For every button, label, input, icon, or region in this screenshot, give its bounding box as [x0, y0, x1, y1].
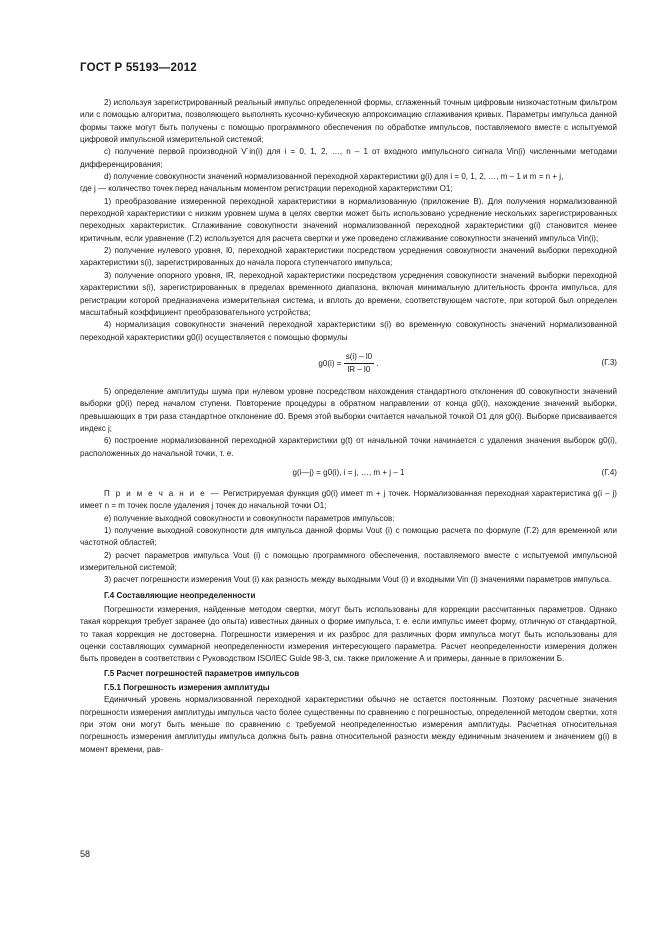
paragraph: 2) расчет параметров импульса Vout (i) с помощью программного обеспечения, поставляемого вместе с испытуемой импульсной измерительной системой; — [80, 550, 617, 572]
paragraph: с) получение первой производной V´in(i) для i = 0, 1, 2, …, n – 1 от входного импульсного сигнала Vin(i) численными методами дифференцирования; — [80, 147, 617, 169]
paragraph: 4) нормализация совокупности значений переходной характеристики s(i) во временную совокупность значений нормализованной переходной характеристики g0(i) осуществляется с помощью формулы — [80, 320, 617, 342]
formula-number: (Г.4) — [601, 467, 617, 477]
paragraph: где j — количество точек перед начальным моментом регистрации переходной характеристики O1; — [80, 184, 453, 194]
paragraph: 1) преобразование измеренной переходной характеристики в нормализованную (приложение В). Для получения нормализованной переходной характеристики с низким уровнем шума в целях свертки может быть использовано усреднение нескольких зарегистрированных переходных характеристик. Сглаживание совокупности значений нормализованной переходной характеристики g(i) становится менее критичным, если уравнение (Г.2) используется для расчета свертки и уже проведено сглаживание совокупности значений импульса Vin(i); — [80, 196, 617, 243]
paragraph: 2) используя зарегистрированный реальный импульс определенной формы, сглаженный точным цифровым низкочастотным фильтром или с помощью алгоритма, позволяющего выполнять кусочно-кубическую аппроксимацию сглаживания кривых. Параметры импульса данной формы также могут быть получены с помощью программного обеспечения по обработке импульсов, поставляемого вместе с испытуемой цифровой импульсной измерительной системой; — [80, 98, 617, 145]
document-header: ГОСТ Р 55193—2012 — [80, 62, 197, 74]
note-text: Регистрируемая функция g0(i) имеет m + j точек. Нормализованная переходная характеристика g(i – j) имеет n = m точек после удаления j точек до начальной точки O1; — [80, 488, 617, 511]
paragraph: Единичный уровень нормализованной переходной характеристики обычно не остается постоянным. Поэтому расчетные значения погрешности измерения амплитуды импульса часто более существенны по сравнению с погрешностью, определенной методом свертки, хотя при этом они могут быть меньше по сравнению с требуемой неопределенностью измерения амплитуды. Расчетная относительная погрешность измерения амплитуды импульса должна быть равна относительной разности между единичным значением и значением g(i) в момент времени, рав- — [80, 695, 617, 754]
formula-g4 — [80, 463, 617, 485]
formula-g3 — [80, 347, 617, 383]
note — [80, 488, 617, 513]
note-label: П р и м е ч а н и е — — [104, 488, 221, 498]
section-heading: Г.4 Составляющие неопределенности — [104, 590, 256, 600]
section-heading: Г.5 Расчет погрешностей параметров импульсов — [104, 668, 300, 678]
formula-denominator: lR – l0 — [347, 365, 371, 375]
formula-tail: . — [376, 358, 379, 368]
paragraph: 1) получение выходной совокупности для импульса данной формы Vout (i) с помощью расчета по формуле (Г.2) для временной или частотной областей; — [80, 525, 617, 548]
paragraph: 3) получение опорного уровня, lR, переходной характеристики посредством усреднения совокупности значений выборки переходной характеристики s(i), зарегистрированных в пределах временного диапазона, включая минимальную длительность фронта импульса, для регистрации которой предназначена измерительная система, и вплоть до времени, соответствующем частоте, при которой был определен масштабный коэффициент преобразовательного устройства; — [80, 270, 617, 317]
formula-numerator: s(i) – l0 — [344, 351, 374, 364]
paragraph: 3) расчет погрешности измерения Vout (i) как разность между выходными Vout (i) и входными Vin (i) значениями параметров импульса. — [104, 575, 612, 585]
document-body — [80, 97, 617, 756]
formula-fraction — [344, 351, 374, 377]
formula-lhs: g0(i) = — [318, 358, 342, 368]
paragraph: 5) определение амплитуды шума при нулевом уровне посредством нахождения стандартного отклонения d0 совокупности значений выборки g0(i) перед началом ступени. Повторение процедуры в обратном направлении от конца g0(i), нахождение значений выборки, превышающих в три раза стандартное отклонение d0. Время этой выборки считается начальной точкой O1 для g0(i). Выборке присваивается индекс j; — [80, 386, 617, 433]
paragraph: е) получение выходной совокупности и совокупности параметров импульсов: — [104, 513, 395, 523]
page-number: 58 — [80, 849, 91, 859]
paragraph: d) получение совокупности значений нормализованной переходной характеристики g(i) для i = 0, 1, 2, …, m – 1 и m = n + j, — [104, 172, 564, 182]
paragraph: 6) построение нормализованной переходной характеристики g(t) от начальной точки начинается с удаления значения выборок g0(i), расположенных до начальной точки, т. е. — [80, 436, 617, 458]
formula-number: (Г.3) — [601, 357, 617, 367]
paragraph: 2) получение нулевого уровня, l0, переходной характеристики посредством усреднения совокупности значений выборки переходной характеристики s(i), зарегистрированных до начала порога ступенчатого импульса; — [80, 246, 617, 268]
paragraph: Погрешности измерения, найденные методом свертки, могут быть использованы для коррекции рассчитанных параметров. Однако такая коррекция требует заранее (до опыта) известных данных о форме импульса, т. е. если импульс имеет форму, отличную от стандартной, то такая коррекция не достоверна. Погрешности измерения и их разброс для различных форм импульса могут быть использованы для оценки составляющих суммарной неопределенности измерения интересующего параметра. Расчет неопределенности измерения должен быть проведен в соответствии с Руководством ISO/IEC Guide 98-3, см. также приложение А и примеры, данные в приложении Б. — [80, 605, 617, 664]
subsection-heading: Г.5.1 Погрешность измерения амплитуды — [104, 683, 270, 693]
formula-text: g(i—j) = g0(i), i = j, …, m + j – 1 — [292, 467, 405, 477]
